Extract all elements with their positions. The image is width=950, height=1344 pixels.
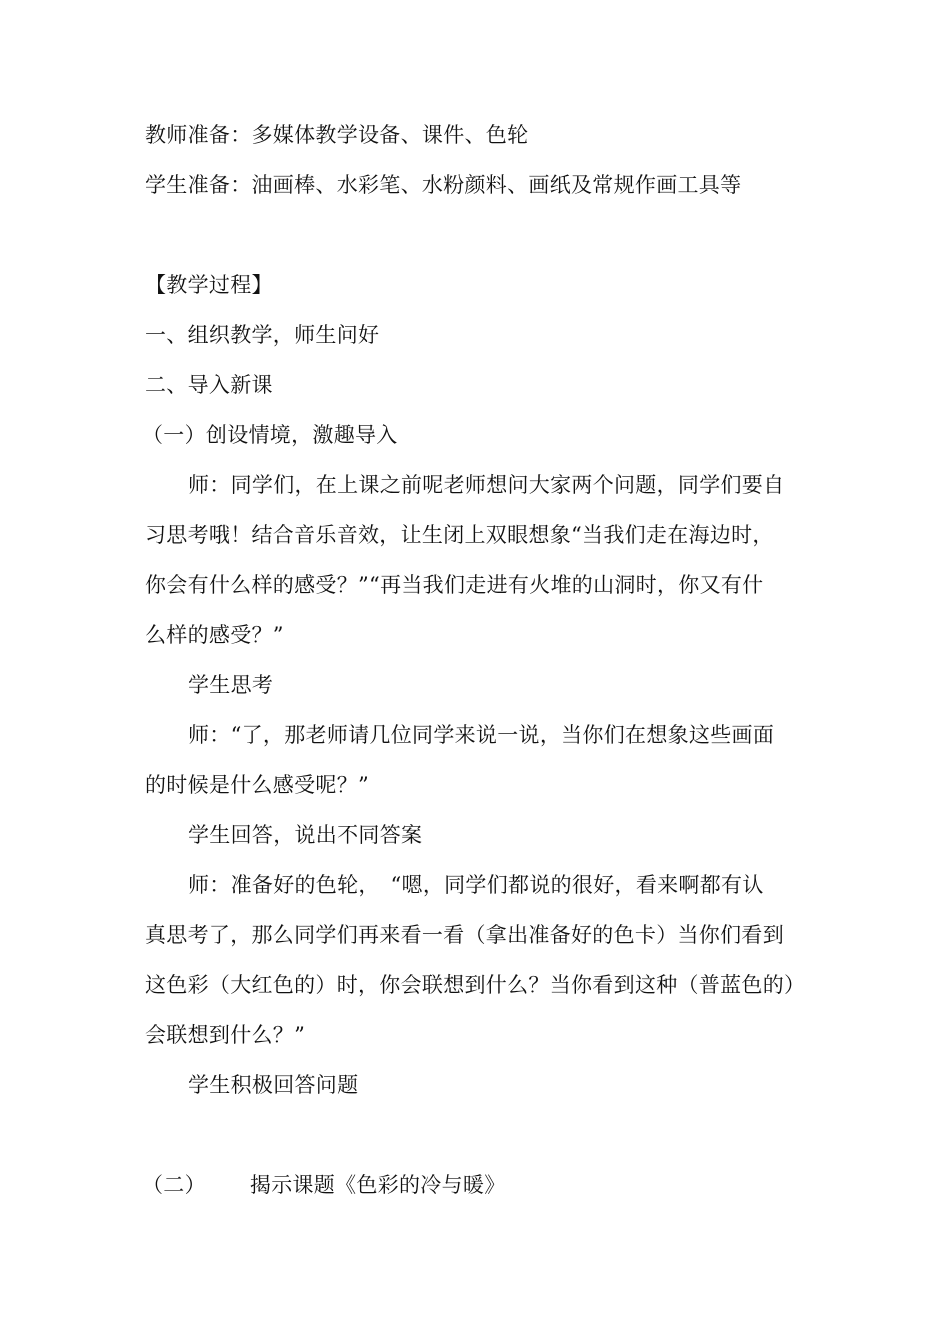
paragraph-line: 师：准备好的色轮， “嗯，同学们都说的很好，看来啊都有认	[188, 873, 764, 897]
subsection-2-text: 揭示课题《色彩的冷与暖》	[249, 1173, 506, 1197]
paragraph-line: 师：同学们，在上课之前呢老师想问大家两个问题，同学们要自	[188, 473, 785, 497]
process-heading: 【教学过程】	[145, 273, 273, 297]
step-intro: 二、导入新课	[145, 373, 273, 397]
paragraph-line: 会联想到什么？”	[145, 1023, 306, 1047]
student-prep-line: 学生准备：油画棒、水彩笔、水粉颜料、画纸及常规作画工具等	[145, 173, 742, 197]
student-answer-line: 学生回答，说出不同答案	[188, 823, 423, 847]
paragraph-line: 真思考了，那么同学们再来看一看（拿出准备好的色卡）当你们看到	[145, 923, 784, 947]
paragraph-line: 习思考哦！结合音乐音效，让生闭上双眼想象“当我们走在海边时，	[145, 523, 774, 547]
step-organize: 一、组织教学，师生问好	[145, 323, 380, 347]
paragraph-line: 的时候是什么感受呢？”	[145, 773, 370, 797]
subsection-2-label: （二）	[142, 1173, 206, 1197]
paragraph-line: 你会有什么样的感受？”“再当我们走进有火堆的山洞时，你又有什	[145, 573, 764, 597]
subsection-1-title: （一）创设情境，激趣导入	[142, 423, 398, 447]
paragraph-line: 师：“了，那老师请几位同学来说一说，当你们在想象这些画面	[188, 723, 775, 747]
student-think-line: 学生思考	[188, 673, 274, 697]
student-active-line: 学生积极回答问题	[188, 1073, 359, 1097]
paragraph-line: 这色彩（大红色的）时，你会联想到什么？当你看到这种（普蓝色的）	[145, 973, 806, 997]
subsection-2-title	[142, 1170, 812, 1200]
paragraph-line: 么样的感受？”	[145, 623, 284, 647]
teacher-prep-line: 教师准备：多媒体教学设备、课件、色轮	[145, 123, 529, 147]
